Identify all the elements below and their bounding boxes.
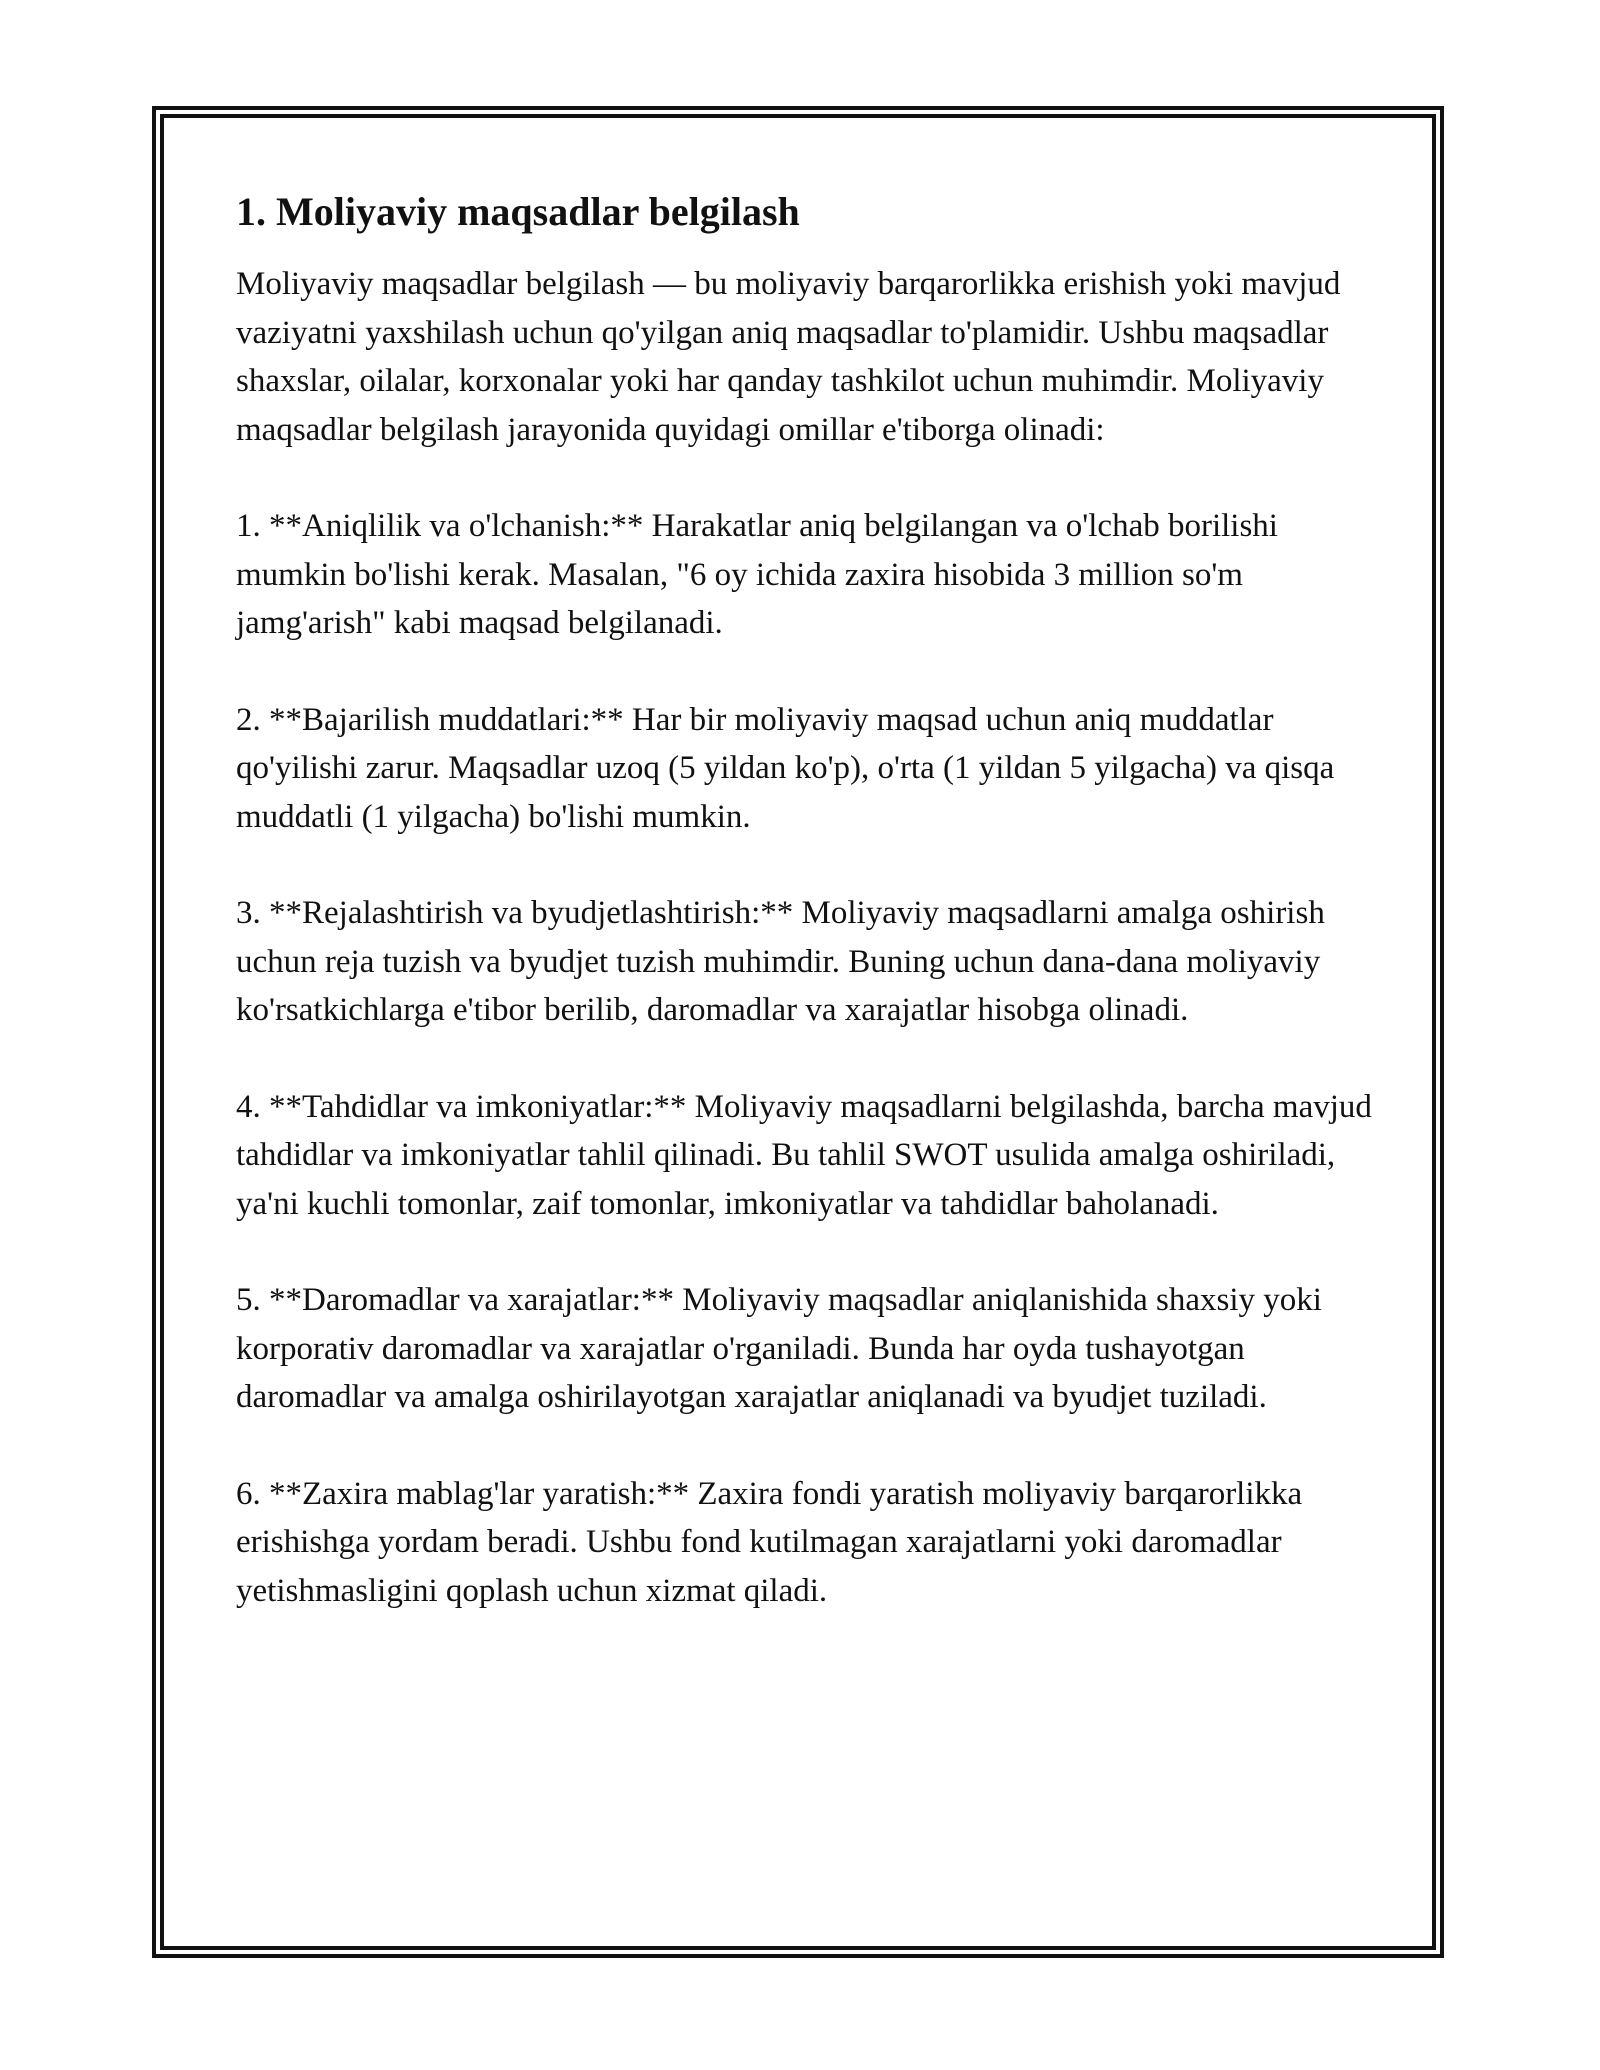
section-title: 1. Moliyaviy maqsadlar belgilash [236,189,800,234]
list-item-income: 5. **Daromadlar va xarajatlar:** Moliyaviy maqsadlar aniqlanishida shaxsiy yoki korporativ daromadlar va xarajatlar o'rganiladi. Bunda har oyda tushayotgan daromadlar va amalga oshirilayotgan xarajatlar aniqlanadi va byudjet tuziladi. [236,1282,1322,1415]
list-item-reserve: 6. **Zaxira mablag'lar yaratish:** Zaxira fondi yaratish moliyaviy barqarorlikka erishishga yordam beradi. Ushbu fond kutilmagan xarajatlarni yoki daromadlar yetishmasligini qoplash uchun xizmat qiladi. [236,1475,1303,1609]
list-item-planning: 3. **Rejalashtirish va byudjetlashtirish:** Moliyaviy maqsadlarni amalga oshirish uchun reja tuzish va byudjet tuzish muhimdir. Buning uchun dana-dana moliyaviy ko'rsatkichlarga e'tibor berilib, daromadlar va xarajatlar hisobga olinadi. [236,895,1325,1028]
list-item-threats: 4. **Tahdidlar va imkoniyatlar:** Moliyaviy maqsadlarni belgilashda, barcha mavjud tahdidlar va imkoniyatlar tahlil qilinadi. Bu tahlil SWOT usulida amalga oshiriladi, ya'ni kuchli tomonlar, zaif tomonlar, imkoniyatlar va tahdidlar baholanadi. [236,1088,1372,1222]
list-item-deadlines: 2. **Bajarilish muddatlari:** Har bir moliyaviy maqsad uchun aniq muddatlar qo'yilishi zarur. Maqsadlar uzoq (5 yildan ko'p), o'rta (1 yildan 5 yilgacha) va qisqa muddatli (1 yilgacha) bo'lishi mumkin. [236,701,1335,835]
list-item-accuracy: 1. **Aniqlilik va o'lchanish:** Harakatlar aniq belgilangan va o'lchab borilishi mumkin bo'lishi kerak. Masalan, "6 oy ichida zaxira hisobida 3 million so'm jamg'arish" kabi maqsad belgilanadi. [236,508,1278,641]
intro-paragraph: Moliyaviy maqsadlar belgilash — bu moliyaviy barqarorlikka erishish yoki mavjud vaziyatni yaxshilash uchun qo'yilgan aniq maqsadlar to'plamidir. Ushbu maqsadlar shaxslar, oilalar, korxonalar yoki har qanday tashkilot uchun muhimdir. Moliyaviy maqsadlar belgilash jarayonida quyidagi omillar e'tiborga olinadi: [236,266,1341,448]
document-body [236,186,1376,1663]
